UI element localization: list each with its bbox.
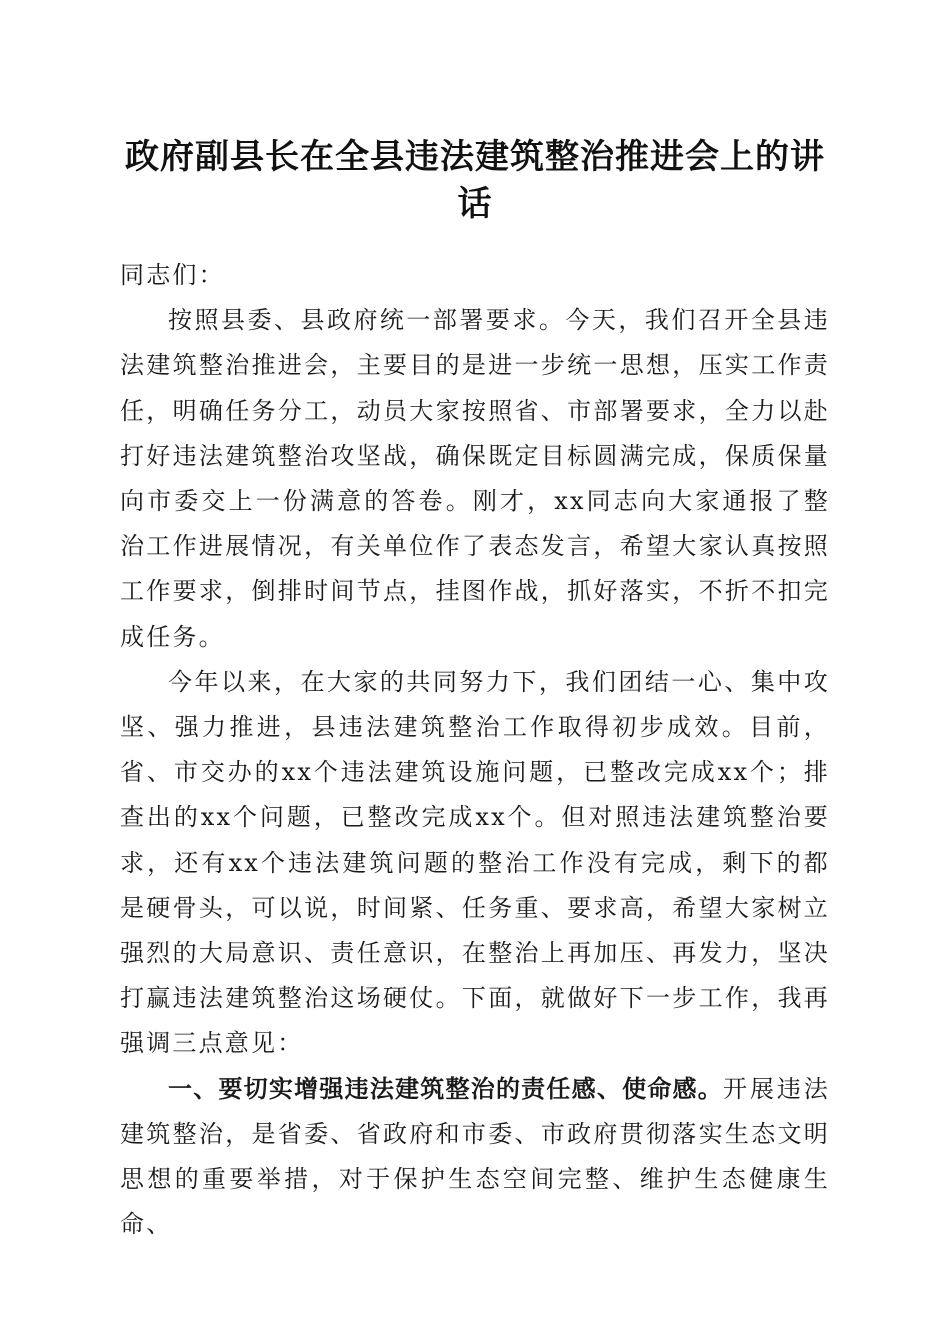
section-heading-1: 一、要切实增强违法建筑整治的责任感、使命感。 xyxy=(168,1074,724,1103)
greeting: 同志们： xyxy=(120,261,225,289)
document-title: 政府副县长在全县违法建筑整治推进会上的讲话 xyxy=(125,137,825,224)
paragraph-2 xyxy=(120,660,830,1067)
paragraph-3-text: 开展违法建筑整治，是省委、省政府和市委、市政府贯彻落实生态文明思想的重要举措，对于保护生态空间完整、维护生态健康生命、 xyxy=(120,1074,830,1239)
document-body xyxy=(120,253,830,1247)
paragraph-1 xyxy=(120,298,830,660)
paragraph-1-text: 按照县委、县政府统一部署要求。今天，我们召开全县违法建筑整治推进会，主要目的是进一步统一思想，压实工作责任，明确任务分工，动员大家按照省、市部署要求，全力以赴打好违法建筑整治攻坚战，确保既定目标圆满完成，保质保量向市委交上一份满意的答卷。刚才，xx同志向大家通报了整治工作进展情况，有关单位作了表态发言，希望大家认真按照工作要求，倒排时间节点，挂图作战，抓好落实，不折不扣完成任务。 xyxy=(120,306,830,651)
paragraph-3 xyxy=(120,1067,830,1248)
paragraph-2-text: 今年以来，在大家的共同努力下，我们团结一心、集中攻坚、强力推进，县违法建筑整治工作取得初步成效。目前，省、市交办的xx个违法建筑设施问题，已整改完成xx个；排查出的xx个问题，已整改完成xx个。但对照违法建筑整治要求，还有xx个违法建筑问题的整治工作没有完成，剩下的都是硬骨头，可以说，时间紧、任务重、要求高，希望大家树立强烈的大局意识、责任意识，在整治上再加压、再发力，坚决打赢违法建筑整治这场硬仗。下面，就做好下一步工作，我再强调三点意见： xyxy=(120,667,830,1058)
